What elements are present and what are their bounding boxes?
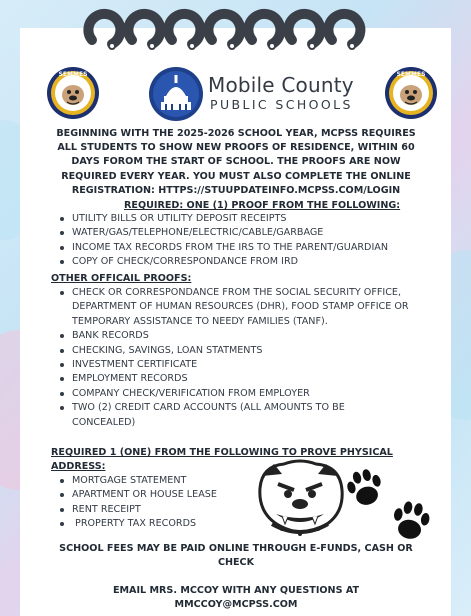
bulldog-mascot-icon (252, 458, 348, 538)
school-seal-left (46, 66, 100, 120)
binder-ring-icon (248, 14, 280, 44)
binder-ring-icon (128, 14, 160, 44)
list-item: RENT RECEIPT (58, 503, 258, 517)
binder-ring-icon (288, 14, 320, 44)
list-item: INVESTMENT CERTIFICATE (58, 358, 428, 372)
list-item: COPY OF CHECK/CORRESPONDANCE FROM IRD (58, 255, 438, 269)
district-logo (148, 66, 368, 122)
section3-heading-line1: REQUIRED 1 (ONE) FROM THE FOLLOWING TO PROVE PHYSICAL (51, 447, 393, 458)
capitol-dome-icon (148, 66, 204, 122)
binder-ring-icon (208, 14, 240, 44)
list-item: COMPANY CHECK/VERIFICATION FROM EMPLOYER (58, 387, 428, 401)
seal-text-top: SEMMES (396, 71, 426, 78)
binder-ring-icon (168, 14, 200, 44)
binder-ring-icon (88, 14, 120, 44)
school-seal-right (384, 66, 438, 120)
list-item: INCOME TAX RECORDS FROM THE IRS TO THE PARENT/GUARDIAN (58, 241, 438, 255)
list-item: CHECK OR CORRESPONDANCE FROM THE SOCIAL SECURITY OFFICE, DEPARTMENT OF HUMAN RESOURCES (DHR), FOOD STAMP OFFICE OR TEMPORARY ASSISTANCE TO NEEDY FAMILIES (TANF). (58, 286, 428, 329)
list-item: CHECKING, SAVINGS, LOAN STATMENTS (58, 344, 428, 358)
binder-rings (0, 0, 471, 70)
school-seal-icon (46, 66, 100, 120)
section3-heading-line2: ADDRESS: (51, 461, 106, 472)
list-item: TWO (2) CREDIT CARD ACCOUNTS (ALL AMOUNTS TO BE CONCEALED) (58, 401, 402, 430)
list-item: BANK RECORDS (58, 329, 428, 343)
contact-note: EMAIL MRS. MCCOY WITH ANY QUESTIONS AT MMCCOY@MCPSS.COM (112, 585, 360, 610)
list-item: APARTMENT OR HOUSE LEASE (58, 488, 258, 502)
section3-list (58, 474, 258, 532)
logo-title: Mobile County (208, 73, 354, 97)
school-seal-icon (384, 66, 438, 120)
list-item: MORTGAGE STATEMENT (58, 474, 258, 488)
intro-paragraph: BEGINNING WITH THE 2025-2026 SCHOOL YEAR, MCPSS REQUIRES ALL STUDENTS TO SHOW NEW PROOFS OF RESIDENCE, WITHIN 60 DAYS FOROM THE START OF SCHOOL. THE PROOFS ARE NOW REQUIRED EVERY YEAR. YOU MUST ALSO COMPLETE THE ONLINE REGISTRATION: HTTPS://STUUPDATEINFO.MCPSS.COM/LOGIN (56, 128, 416, 196)
section2-list (58, 286, 428, 430)
paw-print-icon (387, 497, 436, 546)
list-item: PROPERTY TAX RECORDS (58, 517, 258, 531)
fees-note: SCHOOL FEES MAY BE PAID ONLINE THROUGH E-FUNDS, CASH OR CHECK (59, 543, 413, 568)
binder-ring-icon (328, 14, 360, 44)
section1-heading: REQUIRED: ONE (1) PROOF FROM THE FOLLOWING: (124, 200, 401, 211)
list-item: WATER/GAS/TELEPHONE/ELECTRIC/CABLE/GARBAGE (58, 226, 438, 240)
seal-text-top: SEMMES (58, 71, 88, 78)
section2-heading: OTHER OFFICAIL PROOFS: (51, 273, 192, 284)
list-item: EMPLOYMENT RECORDS (58, 372, 428, 386)
list-item: UTILITY BILLS OR UTILITY DEPOSIT RECEIPTS (58, 212, 438, 226)
section1-list (58, 212, 438, 270)
logo-subtitle: PUBLIC SCHOOLS (210, 97, 353, 112)
